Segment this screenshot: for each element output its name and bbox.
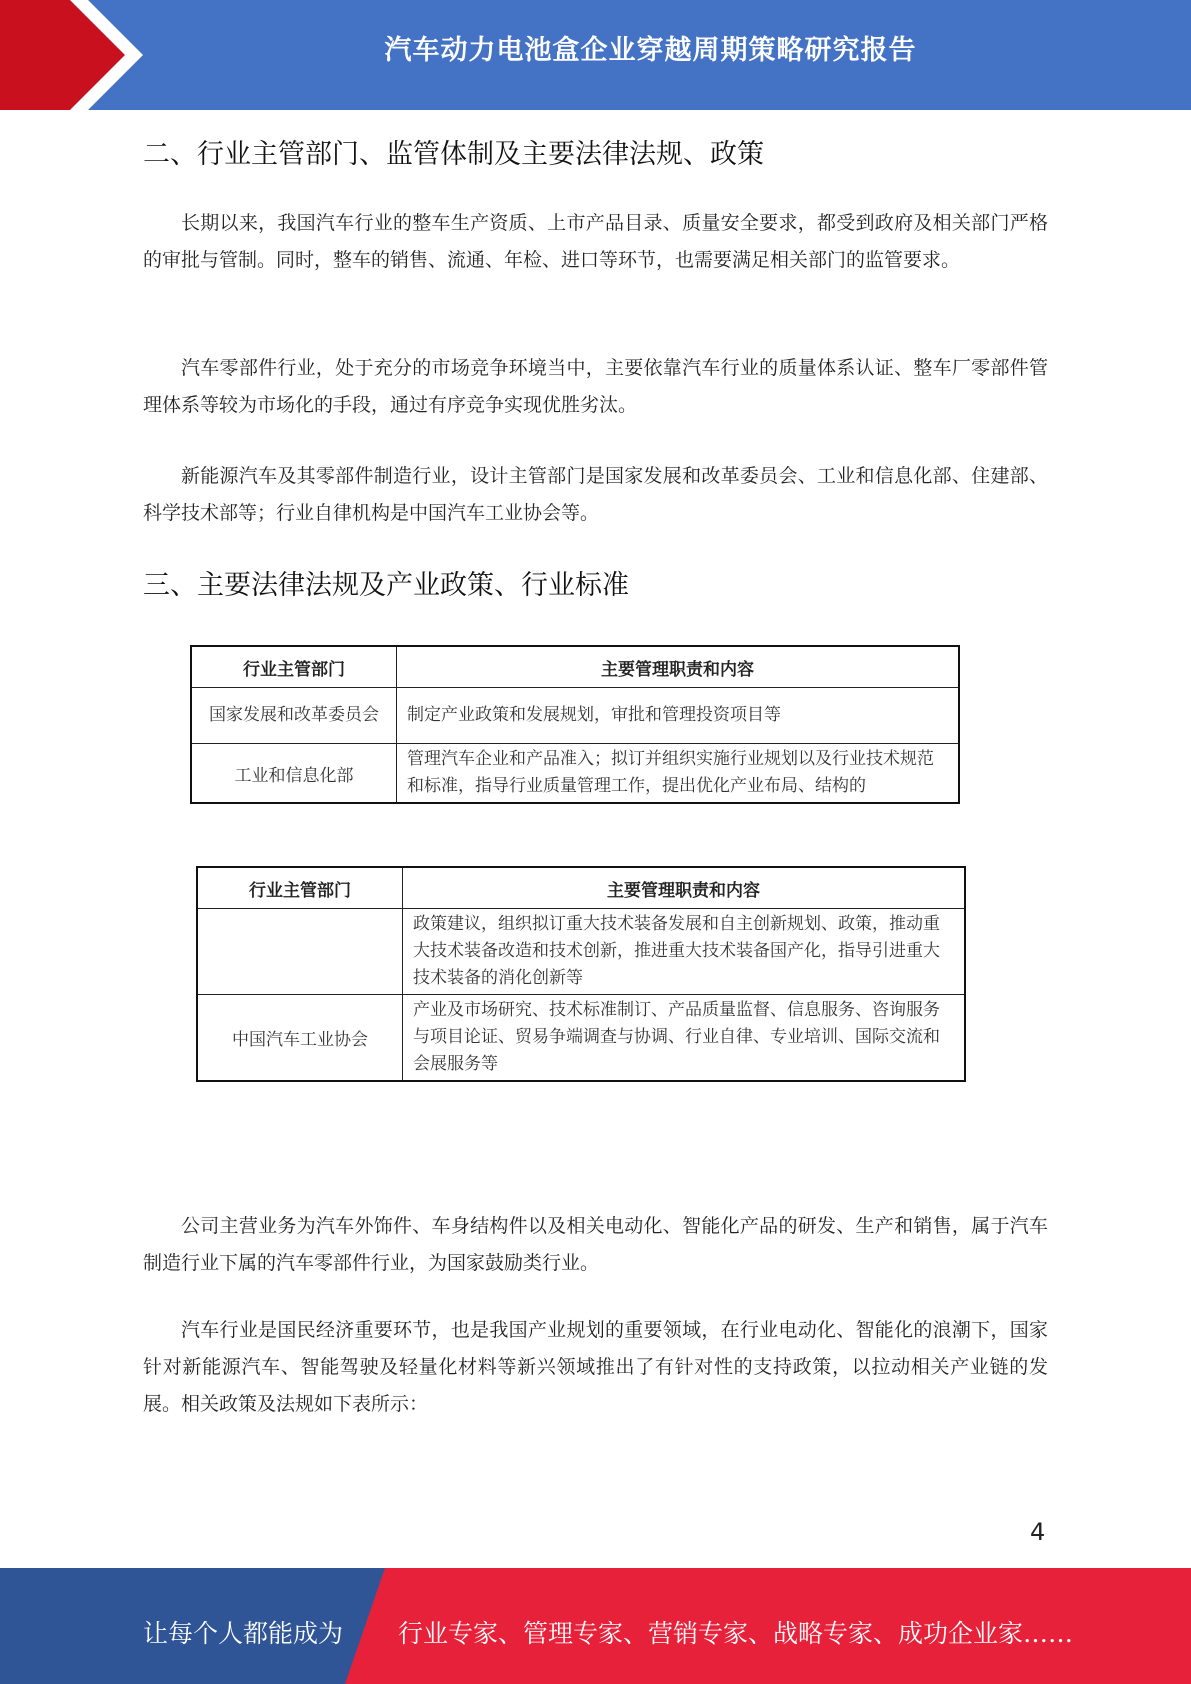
paragraph: 汽车零部件行业，处于充分的市场竞争环境当中，主要依靠汽车行业的质量体系认证、整车厂零部件管理体系等较为市场化的手段，通过有序竞争实现优胜劣汰。 xyxy=(143,357,1048,416)
dept-cell: 工业和信息化部 xyxy=(191,744,397,804)
column-header-dept: 行业主管部门 xyxy=(197,867,403,909)
table-row xyxy=(191,688,959,744)
duty-cell: 产业及市场研究、技术标准制订、产品质量监督、信息服务、咨询服务与项目论证、贸易争端调查与协调、行业自律、专业培训、国际交流和会展服务等 xyxy=(403,995,966,1082)
department-table-2 xyxy=(196,866,966,1082)
page-number: 4 xyxy=(1030,1518,1046,1546)
table-header-row xyxy=(197,867,965,909)
column-header-duty: 主要管理职责和内容 xyxy=(403,867,966,909)
table-row xyxy=(191,744,959,804)
paragraph: 公司主营业务为汽车外饰件、车身结构件以及相关电动化、智能化产品的研发、生产和销售，属于汽车制造行业下属的汽车零部件行业，为国家鼓励类行业。 xyxy=(143,1215,1048,1274)
dept-cell: 国家发展和改革委员会 xyxy=(191,688,397,744)
paragraph: 新能源汽车及其零部件制造行业，设计主管部门是国家发展和改革委员会、工业和信息化部、住建部、科学技术部等；行业自律机构是中国汽车工业协会等。 xyxy=(143,465,1048,524)
duty-cell: 管理汽车企业和产品准入；拟订并组织实施行业规划以及行业技术规范和标准，指导行业质量管理工作，提出优化产业布局、结构的 xyxy=(397,744,960,804)
paragraph: 汽车行业是国民经济重要环节，也是我国产业规划的重要领域，在行业电动化、智能化的浪潮下，国家针对新能源汽车、智能驾驶及轻量化材料等新兴领域推出了有针对性的支持政策，以拉动相关产业链的发展。相关政策及法规如下表所示： xyxy=(143,1319,1048,1415)
footer-slogan-left: 让每个人都能成为 xyxy=(143,1619,344,1648)
table-row xyxy=(197,909,965,995)
section-3-heading: 三、主要法律法规及产业政策、行业标准 xyxy=(143,570,629,601)
table-row xyxy=(197,995,965,1082)
section-2-heading: 二、行业主管部门、监管体制及主要法律法规、政策 xyxy=(143,139,764,170)
table-header-row xyxy=(191,646,959,688)
dept-cell xyxy=(197,909,403,995)
footer-slogan-right: 行业专家、管理专家、营销专家、战略专家、成功企业家…… xyxy=(398,1619,1074,1648)
column-header-dept: 行业主管部门 xyxy=(191,646,397,688)
dept-cell: 中国汽车工业协会 xyxy=(197,995,403,1082)
duty-cell: 制定产业政策和发展规划，审批和管理投资项目等 xyxy=(397,688,960,744)
report-title: 汽车动力电池盒企业穿越周期策略研究报告 xyxy=(384,35,917,66)
column-header-duty: 主要管理职责和内容 xyxy=(397,646,960,688)
page-header xyxy=(0,0,1191,110)
department-table-1 xyxy=(190,645,960,804)
duty-cell: 政策建议，组织拟订重大技术装备发展和自主创新规划、政策，推动重大技术装备改造和技术创新，推进重大技术装备国产化，指导引进重大技术装备的消化创新等 xyxy=(403,909,966,995)
page-footer xyxy=(0,1568,1191,1684)
paragraph: 长期以来，我国汽车行业的整车生产资质、上市产品目录、质量安全要求，都受到政府及相关部门严格的审批与管制。同时，整车的销售、流通、年检、进口等环节，也需要满足相关部门的监管要求。 xyxy=(143,212,1048,271)
